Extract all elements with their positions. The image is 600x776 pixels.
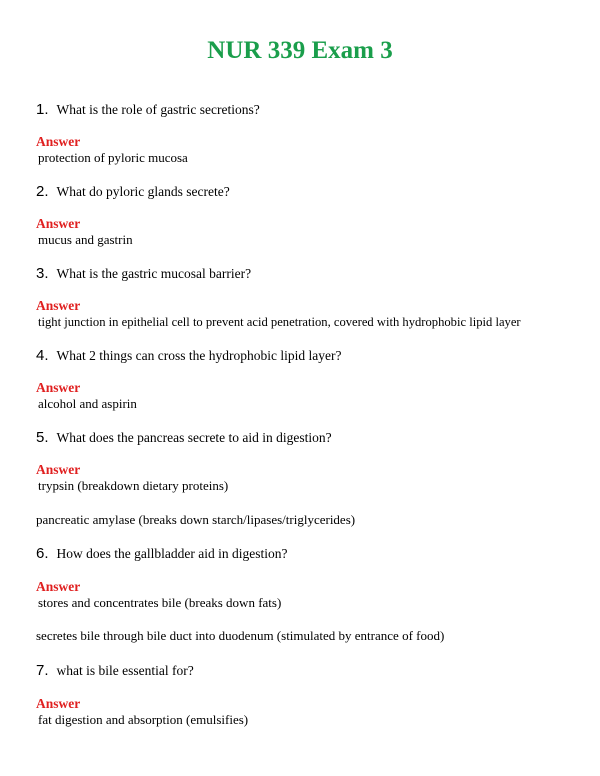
question-number: 6. [36, 545, 49, 562]
question-4 [36, 347, 341, 365]
answer-text: trypsin (breakdown dietary proteins) [38, 478, 229, 493]
question-text: what is bile essential for? [56, 663, 194, 678]
question-text: What is the gastric mucosal barrier? [56, 266, 252, 281]
question-3 [36, 265, 251, 283]
answer-label: Answer [36, 380, 81, 395]
question-number: 4. [36, 347, 49, 364]
answer-text: pancreatic amylase (breaks down starch/lipases/triglycerides) [36, 512, 356, 527]
answer-text: tight junction in epithelial cell to prevent acid penetration, covered with hydrophobic lipid layer [38, 315, 521, 329]
answer-label: Answer [36, 579, 81, 594]
question-5 [36, 429, 332, 447]
answer-label: Answer [36, 462, 81, 477]
answer-text: mucus and gastrin [38, 232, 133, 247]
question-text: What 2 things can cross the hydrophobic lipid layer? [56, 348, 342, 363]
question-number: 1. [36, 101, 49, 118]
answer-text: fat digestion and absorption (emulsifies) [38, 712, 249, 727]
question-text: What does the pancreas secrete to aid in digestion? [56, 430, 332, 445]
answer-label: Answer [36, 134, 81, 149]
answer-text: alcohol and aspirin [38, 396, 137, 411]
question-1 [36, 101, 260, 119]
answer-label: Answer [36, 696, 81, 711]
question-number: 5. [36, 429, 49, 446]
question-number: 3. [36, 265, 49, 282]
question-number: 7. [36, 662, 49, 679]
page-title: NUR 339 Exam 3 [207, 37, 393, 64]
question-text: What is the role of gastric secretions? [56, 102, 260, 117]
question-2 [36, 183, 230, 201]
question-text: What do pyloric glands secrete? [56, 184, 230, 199]
answer-text: secretes bile through bile duct into duodenum (stimulated by entrance of food) [36, 628, 445, 643]
question-7 [36, 662, 194, 680]
question-text: How does the gallbladder aid in digestion? [56, 546, 288, 561]
answer-text: protection of pyloric mucosa [38, 150, 188, 165]
answer-text: stores and concentrates bile (breaks down fats) [38, 595, 282, 610]
question-number: 2. [36, 183, 49, 200]
answer-label: Answer [36, 298, 81, 313]
question-6 [36, 545, 287, 563]
answer-label: Answer [36, 216, 81, 231]
